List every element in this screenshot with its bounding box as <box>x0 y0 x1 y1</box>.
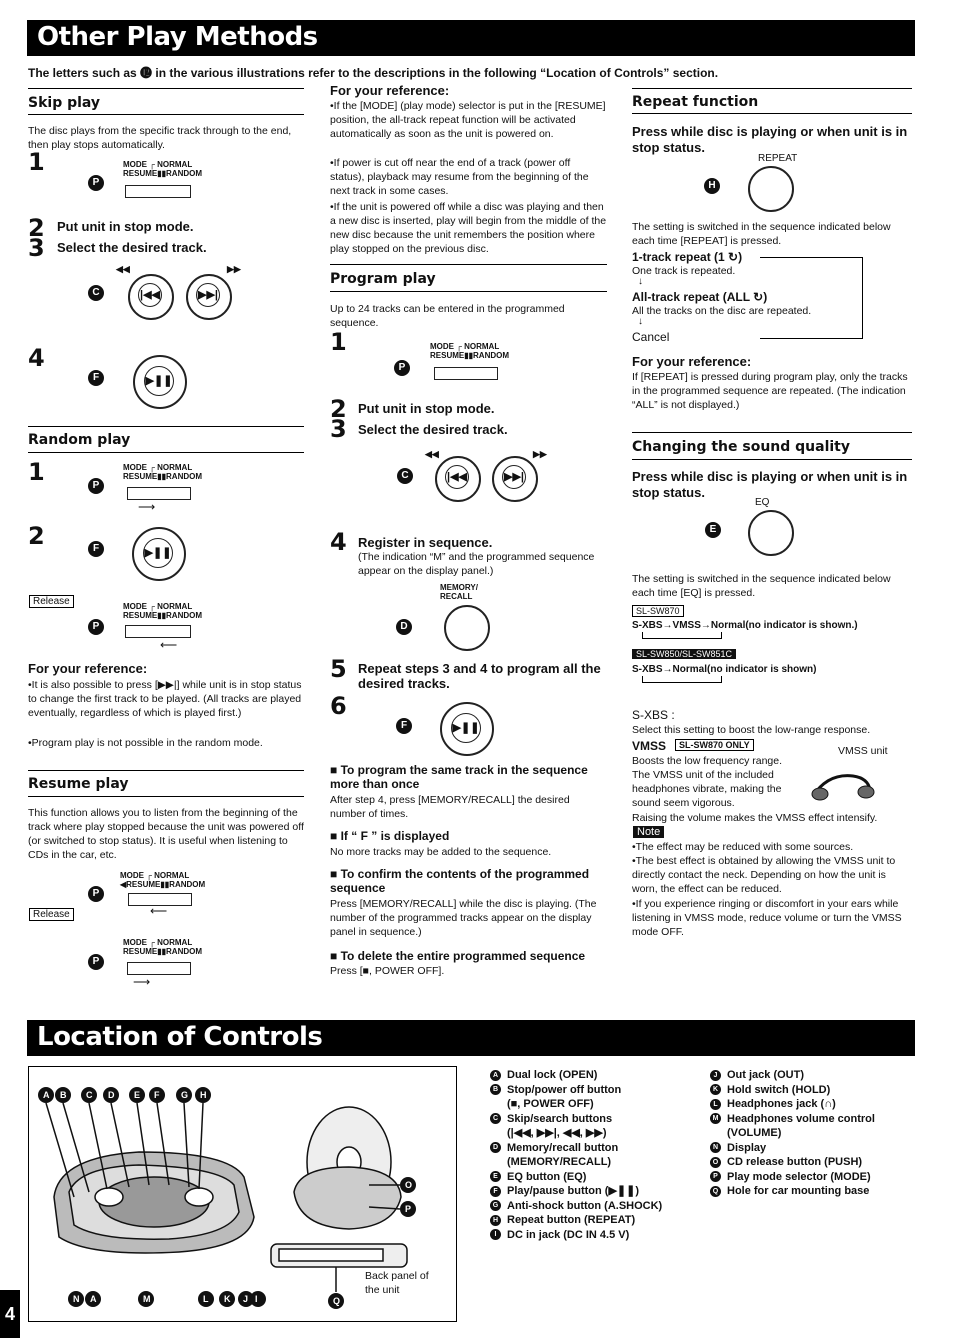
repeat-ref-title: For your reference: <box>632 354 752 369</box>
program-note-3-desc: Press [MEMORY/RECALL] while the disc is playing. (The number of the programmed tracks appear on the display panel in sequence.) <box>330 898 597 938</box>
step-number: 1 <box>330 328 347 356</box>
ref2-title: For your reference: <box>330 83 450 98</box>
skip-step-3: Select the desired track. <box>57 240 207 255</box>
program-desc: Up to 24 tracks can be entered in the programmed sequence. <box>330 303 565 329</box>
vmss-model-tag: SL-SW870 ONLY <box>675 739 754 751</box>
repeat-option-3: Cancel <box>632 330 670 344</box>
program-note-3-title: ■ To confirm the contents of the programmed sequence <box>330 867 590 895</box>
letter-p-icon: P <box>88 175 104 191</box>
letter-p-icon: P <box>88 478 104 494</box>
divider <box>28 770 304 771</box>
memory-recall-label: MEMORY/ RECALL <box>440 583 478 601</box>
program-step-4: Register in sequence. <box>358 535 493 550</box>
letter-c-icon: C <box>88 285 104 301</box>
control-item: D Memory/recall button <box>490 1141 700 1156</box>
arrow-right-icon: ⟶ <box>133 975 151 989</box>
program-step-4-desc: (The indication “M” and the programmed sequence appear on the display panel.) <box>358 551 595 577</box>
letter-f-icon: F <box>88 541 104 557</box>
repeat-press: Press while disc is playing or when unit is in stop status. <box>632 124 908 155</box>
resume-desc: This function allows you to listen from the beginning of the track where play stopped because the unit was powered off (or switched to stop status). It is useful when listening to CDs in the car, etc. <box>28 807 304 861</box>
section-banner-other-play <box>27 20 915 56</box>
repeat-option-1: 1-track repeat (1 ↻) <box>632 250 743 264</box>
step-number: 4 <box>330 528 347 556</box>
divider <box>632 113 912 114</box>
arrow-left-icon: ⟵ <box>160 638 178 652</box>
divider <box>28 426 304 427</box>
step-number: 5 <box>330 655 347 683</box>
svg-text:Q: Q <box>333 1296 341 1306</box>
svg-text:E: E <box>134 1090 141 1100</box>
control-item: Q Hole for car mounting base <box>710 1184 915 1199</box>
cycle-bracket <box>642 632 722 639</box>
cycle-bracket <box>642 676 722 683</box>
program-note-2-title: ■ If “ F ” is displayed <box>330 829 450 843</box>
intro-text: The letters such as ⓬ in the various illustrations refer to the descriptions in the following “Location of Controls” section. <box>28 66 719 80</box>
svg-text:J: J <box>243 1294 249 1304</box>
letter-d-icon: D <box>396 619 412 635</box>
step-number: 3 <box>28 234 45 262</box>
skip-step-2: Put unit in stop mode. <box>57 219 194 234</box>
ref1-bullet-1: •It is also possible to press [▶▶|] while unit is in stop status to change the first track to be played. (All tracks are played eventually, regardless of which is played first.) <box>28 679 302 719</box>
skip-desc: The disc plays from the specific track through to the end, then play stops automatically. <box>28 125 292 151</box>
svg-text:N: N <box>73 1294 80 1304</box>
repeat-label: REPEAT <box>758 153 798 164</box>
skip-prev-icon: ◀◀ <box>116 264 130 274</box>
letter-p-icon: P <box>394 360 410 376</box>
repeat-option-2-desc: All the tracks on the disc are repeated. <box>632 305 812 317</box>
divider <box>330 291 607 292</box>
mode-selector-label: MODE ┌ NORMAL RESUME▮▮RANDOM <box>123 938 203 956</box>
mode-switch-graphic <box>127 962 191 975</box>
repeat-option-2: All-track repeat (ALL ↻) <box>632 290 768 304</box>
skip-title: Skip play <box>28 95 101 111</box>
ref2-bullet-3: •If the unit is powered off while a disc was playing and then a new disc is inserted, play will begin from the middle of the new disc because the unit remembers the position where play stopped on the previous disc. <box>330 201 607 255</box>
svg-text:C: C <box>86 1090 93 1100</box>
arrow-left-icon: ⟵ <box>150 904 168 918</box>
headphones-illustration <box>808 768 878 802</box>
mode-switch-graphic <box>434 367 498 380</box>
banner-title: Other Play Methods <box>37 22 318 52</box>
control-item: L Headphones jack (∩) <box>710 1097 915 1112</box>
control-item: F Play/pause button (▶❚❚) <box>490 1184 700 1199</box>
device-illustration-frame <box>28 1066 457 1322</box>
control-item: N Display <box>710 1141 915 1156</box>
program-step-5: Repeat steps 3 and 4 to program all the desired tracks. <box>358 661 601 691</box>
control-item: B Stop/power off button <box>490 1083 700 1098</box>
program-note-1-title: ■ To program the same track in the sequence more than once <box>330 763 588 791</box>
skip-forward-inner: ▶▶| <box>502 465 526 489</box>
down-arrow-icon: ↓ <box>638 276 643 287</box>
svg-text:L: L <box>203 1294 209 1304</box>
mode-switch-graphic <box>127 487 191 500</box>
mode-selector-label: MODE ┌ NORMAL RESUME▮▮RANDOM <box>123 463 203 481</box>
svg-text:M: M <box>143 1294 151 1304</box>
svg-text:H: H <box>200 1090 207 1100</box>
memory-recall-button-icon <box>444 605 490 651</box>
sound-desc: The setting is switched in the sequence indicated below each time [EQ] is pressed. <box>632 573 891 599</box>
skip-back-inner: |◀◀ <box>138 283 162 307</box>
svg-text:I: I <box>255 1294 258 1304</box>
skip-next-icon: ▶▶ <box>227 264 241 274</box>
svg-text:A: A <box>90 1294 97 1304</box>
vmss-desc: Boosts the low frequency range. The VMSS unit of the included headphones vibrate, making the sound seem vigorous. <box>632 755 783 809</box>
divider <box>28 452 304 453</box>
svg-text:D: D <box>108 1090 115 1100</box>
control-item: A Dual lock (OPEN) <box>490 1068 700 1083</box>
vmss-title: VMSS <box>632 739 667 753</box>
program-note-1-desc: After step 4, press [MEMORY/RECALL] the desired number of times. <box>330 794 570 820</box>
step-number: 6 <box>330 692 347 720</box>
play-pause-inner: ▶❚❚ <box>143 538 173 568</box>
step-number: 2 <box>28 522 45 550</box>
control-item: C Skip/search buttons <box>490 1112 700 1127</box>
release-tag: Release <box>29 595 74 608</box>
program-note-4-desc: Press [■, POWER OFF]. <box>330 965 445 977</box>
resume-title: Resume play <box>28 776 129 792</box>
letter-c-icon: C <box>397 468 413 484</box>
model-tag-870: SL-SW870 <box>632 605 684 617</box>
arrow-right-icon: ⟶ <box>138 500 156 514</box>
letter-f-icon: F <box>396 718 412 734</box>
step-number: 4 <box>28 344 45 372</box>
mode-selector-label: MODE ┌ NORMAL RESUME▮▮RANDOM <box>123 160 203 178</box>
letter-p-icon: P <box>88 886 104 902</box>
letter-p-icon: P <box>88 954 104 970</box>
control-item: P Play mode selector (MODE) <box>710 1170 915 1185</box>
program-step-2: Put unit in stop mode. <box>358 401 495 416</box>
note-1: •The effect may be reduced with some sources. <box>632 841 854 853</box>
control-item: (VOLUME) <box>727 1127 782 1139</box>
eq-button-icon <box>748 510 794 556</box>
eq-label: EQ <box>755 497 770 508</box>
skip-prev-icon: ◀◀ <box>425 449 439 459</box>
random-title: Random play <box>28 432 131 448</box>
letter-e-icon: E <box>705 522 721 538</box>
release-tag: Release <box>29 908 74 921</box>
svg-text:O: O <box>405 1180 413 1190</box>
divider <box>28 796 304 797</box>
mode-selector-label: MODE ┌ NORMAL RESUME▮▮RANDOM <box>430 342 510 360</box>
control-item: (■, POWER OFF) <box>507 1098 594 1110</box>
svg-text:A: A <box>43 1090 50 1100</box>
back-panel-label: Back panel of the unit <box>365 1270 429 1296</box>
step-number: 2 <box>330 395 347 423</box>
svg-text:K: K <box>224 1294 231 1304</box>
svg-text:F: F <box>154 1090 160 1100</box>
skip-forward-inner: ▶▶| <box>196 283 220 307</box>
step-number: 1 <box>28 148 45 176</box>
program-step-3: Select the desired track. <box>358 422 508 437</box>
model-sequence-850: S-XBS→Normal(no indicator is shown) <box>632 664 817 675</box>
step-number: 2 <box>28 214 45 242</box>
control-item: O CD release button (PUSH) <box>710 1155 915 1170</box>
control-item: K Hold switch (HOLD) <box>710 1083 915 1098</box>
controls-list-left <box>490 1068 700 1242</box>
letter-p-icon: P <box>88 619 104 635</box>
controls-list-right <box>710 1068 915 1199</box>
note-label: Note <box>633 826 664 838</box>
control-item: H Repeat button (REPEAT) <box>490 1213 700 1228</box>
model-tag-850: SL-SW850/SL-SW851C <box>632 649 736 659</box>
mode-switch-graphic <box>125 625 191 638</box>
xbs-desc: Select this setting to boost the low-range response. <box>632 724 871 736</box>
divider <box>28 88 304 89</box>
program-note-2-desc: No more tracks may be added to the sequence. <box>330 846 552 858</box>
repeat-option-1-desc: One track is repeated. <box>632 265 736 277</box>
ref2-bullet-1: •If the [MODE] (play mode) selector is put in the [RESUME] position, the all-track repeat function will be activated automatically as soon as the unit is powered on. <box>330 100 606 140</box>
play-pause-inner: ▶❚❚ <box>144 366 174 396</box>
repeat-title: Repeat function <box>632 94 759 110</box>
section-banner-location <box>27 1020 915 1056</box>
note-2: •The best effect is obtained by allowing the VMSS unit to directly contact the neck. Depending on how the unit is worn, the effect can be reduced. <box>632 855 896 895</box>
letter-f-icon: F <box>88 370 104 386</box>
vmss-unit-label: VMSS unit <box>838 745 888 757</box>
ref1-bullet-2: •Program play is not possible in the random mode. <box>28 737 263 749</box>
divider <box>632 432 912 433</box>
mode-selector-label: MODE ┌ NORMAL RESUME▮▮RANDOM <box>123 602 203 620</box>
page-number: 4 <box>0 1290 20 1338</box>
cycle-bracket <box>760 257 863 339</box>
svg-text:G: G <box>181 1090 189 1100</box>
note-3: •If you experience ringing or discomfort in your ears while listening in VMSS mode, reduce volume or turn the VMSS mode OFF. <box>632 898 902 938</box>
control-item: I DC in jack (DC IN 4.5 V) <box>490 1228 700 1243</box>
svg-text:P: P <box>405 1204 412 1214</box>
divider <box>632 459 912 460</box>
repeat-button-icon <box>748 166 794 212</box>
play-pause-inner: ▶❚❚ <box>451 713 481 743</box>
divider <box>330 264 607 265</box>
control-item: G Anti-shock button (A.SHOCK) <box>490 1199 700 1214</box>
control-item: (MEMORY/RECALL) <box>507 1156 612 1168</box>
control-item: J Out jack (OUT) <box>710 1068 915 1083</box>
mode-selector-label: MODE ┌ NORMAL ◀RESUME▮▮RANDOM <box>120 871 206 889</box>
skip-next-icon: ▶▶ <box>533 449 547 459</box>
model-sequence-870: S-XBS→VMSS→Normal(no indicator is shown.) <box>632 620 858 631</box>
program-title: Program play <box>330 271 436 287</box>
divider <box>632 88 912 89</box>
repeat-desc: The setting is switched in the sequence indicated below each time [REPEAT] is pressed. <box>632 221 891 247</box>
ref2-bullet-2: •If power is cut off near the end of a track (power off status), playback may resume from the beginning of the next track in some cases. <box>330 157 589 197</box>
svg-text:B: B <box>60 1090 67 1100</box>
divider <box>28 114 304 115</box>
step-number: 1 <box>28 458 45 486</box>
control-item: M Headphones volume control <box>710 1112 915 1127</box>
vmss-desc-2: Raising the volume makes the VMSS effect intensify. <box>632 812 878 824</box>
down-arrow-icon: ↓ <box>638 316 643 327</box>
skip-back-inner: |◀◀ <box>445 465 469 489</box>
ref1-title: For your reference: <box>28 661 148 676</box>
control-item: E EQ button (EQ) <box>490 1170 700 1185</box>
mode-switch-graphic <box>125 185 191 198</box>
step-number: 3 <box>330 415 347 443</box>
program-note-4-title: ■ To delete the entire programmed sequence <box>330 949 586 963</box>
control-item: (|◀◀, ▶▶|, ◀◀, ▶▶) <box>507 1127 607 1139</box>
xbs-title: S-XBS : <box>632 708 675 722</box>
banner-title: Location of Controls <box>37 1022 323 1052</box>
letter-h-icon: H <box>704 178 720 194</box>
sound-press: Press while disc is playing or when unit is in stop status. <box>632 469 908 500</box>
repeat-ref: If [REPEAT] is pressed during program play, only the tracks in the programmed sequence are repeated. (The indication “ALL” is not displayed.) <box>632 371 908 411</box>
sound-title: Changing the sound quality <box>632 439 850 455</box>
